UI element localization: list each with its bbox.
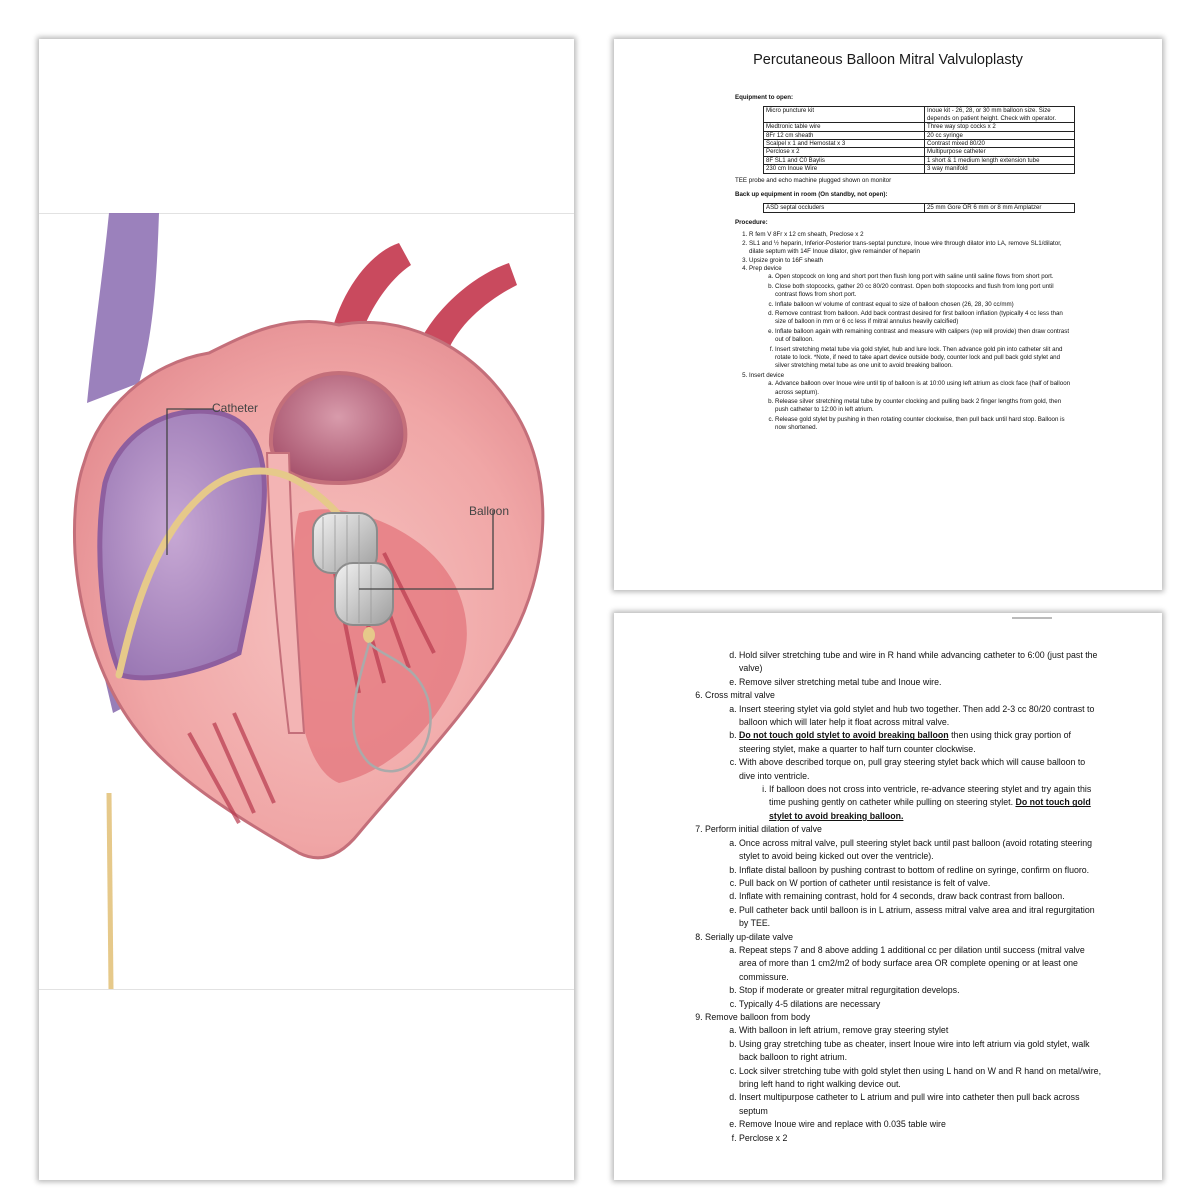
step-9 bbox=[705, 1011, 1103, 1145]
step-6-b-text: then using thick gray portion of steering stylet, make a quarter to half turn counter clockwise. bbox=[739, 730, 1071, 754]
step-6-substeps bbox=[705, 703, 1103, 824]
step-6-c-text: With above described torque on, pull gray steering stylet back which will cause balloon to dive into ventricle. bbox=[739, 757, 1086, 781]
table-row bbox=[764, 123, 1075, 131]
step-5 bbox=[749, 372, 1075, 433]
page-1-body bbox=[735, 88, 1075, 434]
heart-cross-section-illustration bbox=[39, 213, 574, 989]
step-7-substeps bbox=[705, 837, 1103, 931]
table-cell: Scalpel x 1 and Hemostat x 3 bbox=[764, 140, 925, 148]
substep: f. Perclose x 2 bbox=[739, 1132, 1103, 1145]
substep: a. Advance balloon over Inoue wire until tip of balloon is at 10:00 using left atrium as clock face (half of balloon across septum). bbox=[775, 380, 1075, 397]
table-row bbox=[764, 140, 1075, 148]
table-cell: 8F SL1 and C0 Baylis bbox=[764, 156, 925, 164]
substep: d. Hold silver stretching tube and wire in R hand while advancing catheter to 6:00 (just past the valve) bbox=[739, 649, 1103, 676]
table-cell: ASD septal occluders bbox=[764, 204, 925, 212]
procedure-heading: Procedure: bbox=[735, 218, 768, 226]
substep: c. Inflate balloon w/ volume of contrast equal to size of balloon chosen (26, 28, 30 cc/mm) bbox=[775, 301, 1075, 309]
table-row bbox=[764, 204, 1075, 212]
substep: c. Lock silver stretching tube with gold stylet then using L hand on W and R hand on metal/wire, bring left hand to right walking device out. bbox=[739, 1065, 1103, 1092]
step-5-label: Insert device bbox=[749, 371, 785, 379]
balloon-label: Balloon bbox=[469, 504, 510, 518]
substep: a. Once across mitral valve, pull steering stylet back until past balloon (avoid rotating steering stylet to avoid being kicked out over the ventricle). bbox=[739, 837, 1103, 864]
substep: a. Open stopcock on long and short port then flush long port with saline until saline flows from short port. bbox=[775, 273, 1075, 281]
cut-off-text-fragment bbox=[1012, 617, 1052, 619]
step-7-label: Perform initial dilation of valve bbox=[705, 824, 822, 835]
step-4-substeps bbox=[749, 273, 1075, 370]
table-cell: Medtronic table wire bbox=[764, 123, 925, 131]
document-title: Percutaneous Balloon Mitral Valvuloplasty bbox=[753, 52, 1023, 68]
step-9-label: Remove balloon from body bbox=[705, 1011, 811, 1022]
substep: b. Using gray stretching tube as cheater, insert Inoue wire into left atrium via gold stylet, walk back balloon to right atrium. bbox=[739, 1038, 1103, 1065]
substep: a. Repeat steps 7 and 8 above adding 1 additional cc per dilation until success (mitral valve area of more than 1 cm2/m2 of body surface area OR complete opening or at least one commissure. bbox=[739, 944, 1103, 984]
substep: f. Insert stretching metal tube via gold stylet, hub and lure lock. Then advance gold pin into catheter slit and rotate to lock. *Note, if need to take apart device outside body, counter lock and pull back gold stylet and silver stretching metal tube as one unit to avoid breaking balloon. bbox=[775, 346, 1075, 371]
step-9-substeps bbox=[705, 1024, 1103, 1145]
table-cell: 8Fr 12 cm sheath bbox=[764, 131, 925, 139]
tee-note: TEE probe and echo machine plugged shown on monitor bbox=[735, 176, 892, 184]
step-8-substeps bbox=[705, 944, 1103, 1011]
step-4 bbox=[749, 265, 1075, 371]
step-6-label: Cross mitral valve bbox=[705, 690, 775, 701]
table-cell: Micro puncture kit bbox=[764, 107, 925, 123]
table-cell: Inoue kit - 26, 28, or 30 mm balloon size. Size depends on patient height. Check with operator. bbox=[925, 107, 1075, 123]
step-6-c-i-text: If balloon does not cross into ventricle, re-advance steering stylet and try again this time pushing gently on catheter while pulling on steering stylet. bbox=[769, 784, 1092, 808]
substep: e. Inflate balloon again with remaining contrast and measure with calipers (rep will provide) then draw contrast out of balloon. bbox=[775, 328, 1075, 345]
substep: a. With balloon in left atrium, remove gray steering stylet bbox=[739, 1024, 1103, 1037]
table-cell: Three way stop cocks x 2 bbox=[925, 123, 1075, 131]
substep: d. Remove contrast from balloon. Add back contrast desired for first balloon inflation (typically 4 cc less than size of balloon in mm or 6 cc less if mitral annulus heavily calcified) bbox=[775, 310, 1075, 327]
equipment-heading: Equipment to open: bbox=[735, 94, 794, 101]
table-cell: 20 cc syringe bbox=[925, 131, 1075, 139]
step-5-substeps bbox=[749, 380, 1075, 432]
table-row bbox=[764, 165, 1075, 173]
catheter-label: Catheter bbox=[212, 401, 259, 415]
step-6-c-subitems bbox=[739, 783, 1103, 823]
page-2-body bbox=[691, 649, 1103, 1145]
table-row bbox=[764, 156, 1075, 164]
warning-text: Do not touch gold stylet to avoid breaking balloon. bbox=[769, 797, 1091, 821]
table-row bbox=[764, 107, 1075, 123]
table-row bbox=[764, 131, 1075, 139]
table-row bbox=[764, 148, 1075, 156]
step-1: 1. R fem V 8Fr x 12 cm sheath, Preclose x 2 bbox=[749, 231, 1075, 239]
procedure-steps bbox=[735, 231, 1075, 432]
step-6-b bbox=[739, 729, 1103, 756]
substep: c. Pull back on W portion of catheter until resistance is felt of valve. bbox=[739, 877, 1103, 890]
table-cell: Contrast mixed 80/20 bbox=[925, 140, 1075, 148]
substep: b. Inflate distal balloon by pushing contrast to bottom of redline on syringe, confirm on fluoro. bbox=[739, 864, 1103, 877]
blank-bottom-area bbox=[39, 989, 574, 1180]
table-cell: 3 way manifold bbox=[925, 165, 1075, 173]
step-6-a: a. Insert steering stylet via gold stylet and hub two together. Then add 2-3 cc 80/20 contrast to balloon which will later help it float across mitral valve. bbox=[739, 703, 1103, 730]
backup-heading: Back up equipment in room (On standby, not open): bbox=[735, 191, 888, 199]
table-cell: 230 cm Inoue Wire bbox=[764, 165, 925, 173]
step-2: 2. SL1 and ½ heparin, Inferior-Posterior trans-septal puncture, Inoue wire through dilator into LA, remove SL1/dilator, dilate septum with 14F Inoue dilator, give remainder of heparin bbox=[749, 240, 1075, 257]
substep: e. Remove Inoue wire and replace with 0.035 table wire bbox=[739, 1118, 1103, 1131]
procedure-page-2 bbox=[614, 613, 1162, 1180]
step-6 bbox=[705, 689, 1103, 823]
step-5-continued bbox=[691, 649, 1103, 689]
procedure-steps-continued bbox=[691, 689, 1103, 1145]
substep: e. Remove silver stretching metal tube and Inoue wire. bbox=[739, 676, 1103, 689]
equipment-table bbox=[763, 106, 1075, 173]
substep: d. Inflate with remaining contrast, hold for 4 seconds, draw back contrast from balloon. bbox=[739, 890, 1103, 903]
step-4-label: Prep device bbox=[749, 264, 782, 272]
table-cell: Perclose x 2 bbox=[764, 148, 925, 156]
table-cell: Multipurpose catheter bbox=[925, 148, 1075, 156]
substep: c. Typically 4-5 dilations are necessary bbox=[739, 998, 1103, 1011]
step-7 bbox=[705, 823, 1103, 930]
substep: d. Insert multipurpose catheter to L atrium and pull wire into catheter then pull back across septum bbox=[739, 1091, 1103, 1118]
substep: b. Release silver stretching metal tube by counter clocking and pulling back 2 finger lengths from gold, then push catheter to 12:00 in left atrium. bbox=[775, 398, 1075, 415]
step-6-c-i bbox=[769, 783, 1103, 823]
substep: b. Stop if moderate or greater mitral regurgitation develops. bbox=[739, 984, 1103, 997]
substep: e. Pull catheter back until balloon is in L atrium, assess mitral valve area and itral regurgitation by TEE. bbox=[739, 904, 1103, 931]
backup-table bbox=[763, 203, 1075, 212]
substep: b. Close both stopcocks, gather 20 cc 80/20 contrast. Open both stopcocks and flush from long port until contrast flows from short port. bbox=[775, 283, 1075, 300]
heart-diagram-card bbox=[39, 39, 574, 1180]
blank-top-area bbox=[39, 39, 574, 214]
procedure-page-1 bbox=[614, 39, 1162, 590]
step-8-label: Serially up-dilate valve bbox=[705, 931, 794, 942]
step-8 bbox=[705, 931, 1103, 1011]
substep: c. Release gold stylet by pushing in then rotating counter clockwise, then pull back until hard stop. Balloon is now shortened. bbox=[775, 416, 1075, 433]
warning-text: Do not touch gold stylet to avoid breaking balloon bbox=[739, 730, 949, 741]
table-cell: 25 mm Gore OR 6 mm or 8 mm Amplatzer bbox=[925, 204, 1075, 212]
table-cell: 1 short & 1 medium length extension tube bbox=[925, 156, 1075, 164]
step-3: 3. Upsize groin to 16F sheath bbox=[749, 257, 1075, 265]
step-6-c bbox=[739, 756, 1103, 823]
